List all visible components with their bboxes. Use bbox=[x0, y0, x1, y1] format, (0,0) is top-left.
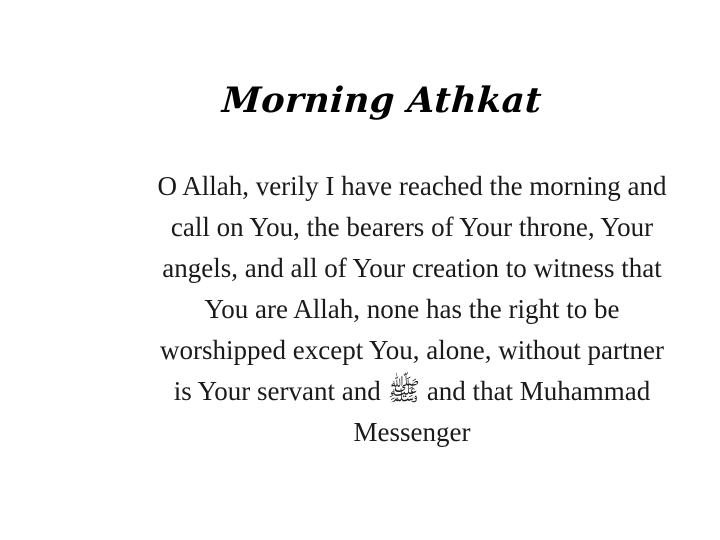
text-line: Messenger bbox=[353, 417, 471, 447]
text-line: angels, and all of Your creation to witness that bbox=[162, 253, 662, 283]
text-line: call on You, the bearers of Your throne, Your bbox=[170, 212, 654, 242]
body-text bbox=[92, 166, 720, 453]
text-line: worshipped except You, alone, without partner bbox=[160, 335, 664, 365]
text-line: O Allah, verily I have reached the morning and bbox=[157, 171, 667, 201]
page-title: Morning Athkat bbox=[220, 80, 544, 121]
text-line: is Your servant and ﷺ and that Muhammad bbox=[173, 376, 651, 406]
text-line: You are Allah, none has the right to be bbox=[204, 294, 620, 324]
